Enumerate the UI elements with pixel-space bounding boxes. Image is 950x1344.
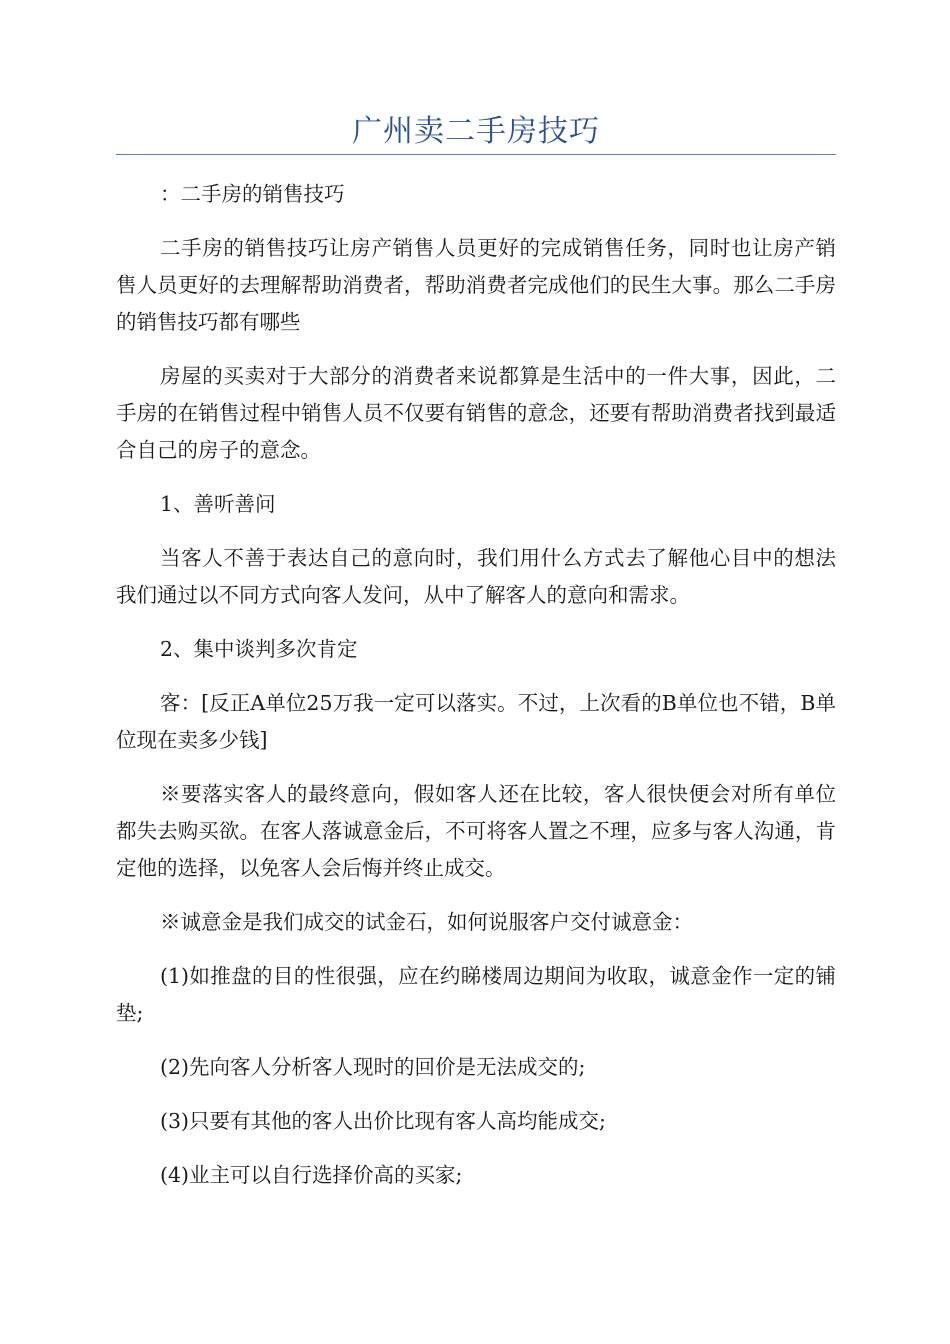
paragraph-listen-ask: 当客人不善于表达自己的意向时，我们用什么方式去了解他心目中的想法我们通过以不同方式向客人发问，从中了解客人的意向和需求。 <box>116 546 836 607</box>
paragraph-importance: 房屋的买卖对于大部分的消费者来说都算是生活中的一件大事，因此，二手房的在销售过程中销售人员不仅要有销售的意念，还要有帮助消费者找到最适合自己的房子的意念。 <box>116 364 836 462</box>
paragraph-note-deposit: ※诚意金是我们成交的试金石，如何说服客户交付诚意金： <box>160 910 693 934</box>
paragraph-intro: 二手房的销售技巧让房产销售人员更好的完成销售任务，同时也让房产销售人员更好的去理解帮助消费者，帮助消费者完成他们的民生大事。那么二手房的销售技巧都有哪些 <box>116 236 836 334</box>
section-heading-2: 2、集中谈判多次肯定 <box>160 637 358 661</box>
list-item-1: (1)如推盘的目的性很强，应在约睇楼周边期间为收取，诚意金作一定的铺垫; <box>116 964 836 1025</box>
paragraph-subtitle: ：二手房的销售技巧 <box>160 182 345 206</box>
list-item-2: (2)先向客人分析客人现时的回价是无法成交的; <box>160 1055 586 1079</box>
title-underline <box>116 154 836 155</box>
paragraph-note-intent: ※要落实客人的最终意向，假如客人还在比较，客人很快便会对所有单位都失去购买欲。在客人落诚意金后，不可将客人置之不理，应多与客人沟通，肯定他的选择，以免客人会后悔并终止成交。 <box>116 782 836 880</box>
document-body <box>116 176 836 1211</box>
paragraph-customer-quote: 客：[反正A单位25万我一定可以落实。不过，上次看的B单位也不错，B单位现在卖多少钱] <box>116 691 836 752</box>
list-item-4: (4)业主可以自行选择价高的买家; <box>160 1163 463 1187</box>
section-heading-1: 1、善听善问 <box>160 492 276 516</box>
document-title: 广州卖二手房技巧 <box>352 114 600 149</box>
list-item-3: (3)只要有其他的客人出价比现有客人高均能成交; <box>160 1109 606 1133</box>
